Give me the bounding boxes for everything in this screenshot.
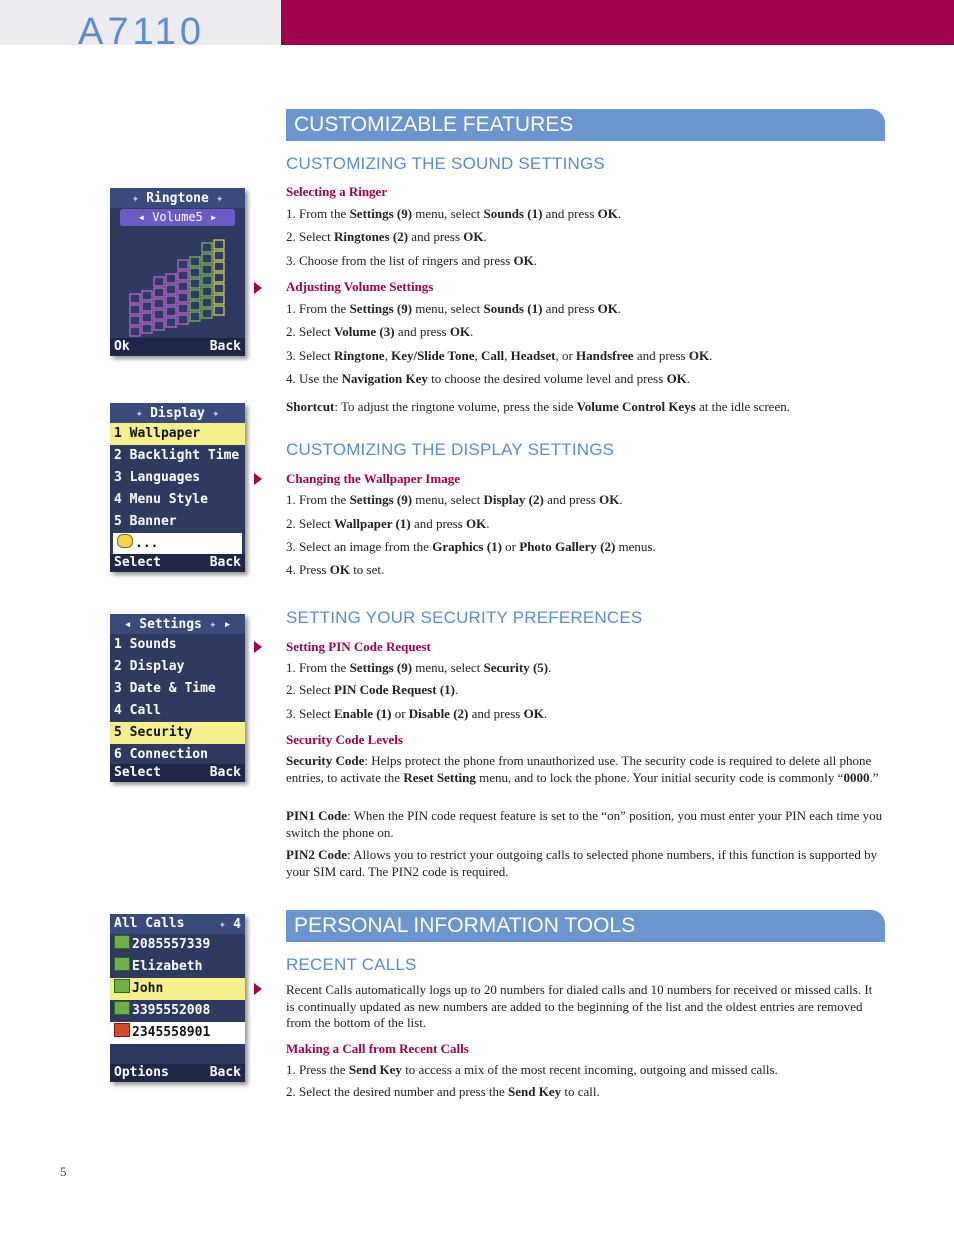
volume-cube [166,274,176,283]
volume-cube [214,295,224,304]
ringer-step: 1. From the Settings (9) menu, select Sounds (1) and press OK. [286,206,622,221]
star-icon: ✦ [135,406,151,420]
softkey-left[interactable]: Select [114,765,161,780]
menu-item[interactable]: 3 Languages [114,470,201,485]
softkey-left[interactable]: Select [114,555,161,570]
pointer-arrow-icon [254,473,262,485]
volume-cube [142,313,152,322]
pointer-arrow-icon [254,983,262,995]
screen-title: All Calls ✦ 4 [110,914,245,934]
pin2-text: PIN2 Code: Allows you to restrict your outgoing calls to selected phone numbers, if this function is supported by your SIM card. The PIN2 code is required. [286,847,878,879]
ringer-title: Selecting a Ringer [286,184,388,199]
display-step: 3. Select an image from the Graphics (1) or Photo Gallery (2) menus. [286,539,656,554]
shortcut-note: Shortcut: To adjust the ringtone volume, press the side Volume Control Keys at the idle screen. [286,399,790,414]
volume-cube [202,287,212,296]
display-step: 2. Select Wallpaper (1) and press OK. [286,516,490,531]
incoming-call-icon [114,957,130,971]
call-list-item[interactable]: 2085557339 [110,934,245,956]
phone-screen-settings [110,614,245,782]
menu-item[interactable]: 4 Call [114,703,161,718]
ringer-step: 3. Choose from the list of ringers and press OK. [286,253,537,268]
menu-item[interactable]: 1 Sounds [114,637,177,652]
menu-item[interactable]: 2 Backlight Time [114,448,240,463]
softkey-bar [110,338,245,356]
header-right-bar [281,0,954,45]
softkey-right[interactable]: Back [209,339,241,354]
volume-cube [154,299,164,308]
menu-item[interactable]: 5 Security [110,722,245,744]
making-title: Making a Call from Recent Calls [286,1041,469,1056]
volume-cube [178,293,188,302]
bulb-icon [117,534,133,548]
menu-item[interactable]: 2 Display [114,659,185,674]
page-number: 5 [60,1164,67,1179]
volume-selector: ◂ Volume5 ▸ [120,209,235,226]
levels-title: Security Code Levels [286,732,403,747]
model-title: A7110 [78,11,206,53]
wallpaper-title: Changing the Wallpaper Image [286,471,460,486]
banner-preview: ... [113,533,242,555]
recent-step: 1. Press the Send Key to access a mix of the most recent incoming, outgoing and missed calls. [286,1062,778,1077]
volume-step: 2. Select Volume (3) and press OK. [286,324,474,339]
softkey-left[interactable]: Ok [114,339,130,354]
softkey-left[interactable]: Options [114,1065,169,1080]
volume-cube [130,316,140,325]
phone-screen-calls [110,914,245,1082]
display-step: 1. From the Settings (9) menu, select Display (2) and press OK. [286,492,623,507]
volume-cube [142,302,152,311]
volume-cube [190,268,200,277]
display-heading: CUSTOMIZING THE DISPLAY SETTINGS [286,440,615,459]
softkey-right[interactable]: Back [209,1065,241,1080]
pin-title: Setting PIN Code Request [286,639,431,654]
volume-cube [130,305,140,314]
volume-cube [178,260,188,269]
volume-cube [178,315,188,324]
security-code-text: Security Code: Helps protect the phone from unauthorized use. The security code is required to delete all phone entries, to activate the Reset Setting menu, and to lock the phone. Your initial security code is commonly “0000.” [286,753,879,785]
volume-step: 1. From the Settings (9) menu, select Sounds (1) and press OK. [286,301,622,316]
volume-cube [130,327,140,336]
star-icon: ✦ [204,406,220,420]
outgoing-call-icon [114,979,130,993]
section-band-personal: PERSONAL INFORMATION TOOLS [286,910,885,942]
menu-item[interactable]: 5 Banner [114,514,177,529]
recent-heading: RECENT CALLS [286,955,417,974]
right-arrow-icon: ▸ [202,210,218,224]
volume-cube [166,318,176,327]
call-list-item[interactable]: Elizabeth [110,956,245,978]
star-icon: ✦ [201,617,224,631]
outgoing-call-icon [114,935,130,949]
volume-cube [166,285,176,294]
volume-cube [202,309,212,318]
recent-step: 2. Select the desired number and press the Send Key to call. [286,1084,600,1099]
volume-cube [202,243,212,252]
volume-cube [202,276,212,285]
left-arrow-icon: ◂ [137,210,153,224]
volume-title: Adjusting Volume Settings [286,279,434,294]
volume-cube [142,291,152,300]
volume-cube [190,301,200,310]
section-band-customizable: CUSTOMIZABLE FEATURES [286,109,885,141]
sound-heading: CUSTOMIZING THE SOUND SETTINGS [286,154,605,173]
star-icon: ✦ [131,191,147,205]
volume-cube-grid [130,240,224,336]
softkey-bar [110,554,245,572]
phone-screen-ringtone [110,188,245,356]
security-step: 3. Select Enable (1) or Disable (2) and press OK. [286,706,548,721]
call-list-item[interactable]: 2345558901 [110,1022,245,1044]
missed-call-icon [114,1001,130,1015]
volume-cube [154,321,164,330]
volume-cube [214,306,224,315]
pointer-arrow-icon [254,282,262,294]
volume-cube [178,304,188,313]
volume-cube [214,251,224,260]
softkey-right[interactable]: Back [209,765,241,780]
volume-cube [130,294,140,303]
softkey-right[interactable]: Back [209,555,241,570]
volume-cube [202,265,212,274]
star-icon: ✦ [208,191,224,205]
volume-cube [190,290,200,299]
pin1-text: PIN1 Code: When the PIN code request feature is set to the “on” position, you must enter your PIN each time you switch the phone on. [286,808,883,840]
menu-item[interactable]: 4 Menu Style [114,492,208,507]
screen-title: ✦ Display ✦ [110,403,245,423]
volume-cube [214,284,224,293]
right-arrow-icon: ▸ [223,617,232,632]
volume-cube [154,288,164,297]
volume-cube [214,262,224,271]
volume-cube [214,273,224,282]
volume-cube [154,310,164,319]
screen-title: ◂ Settings ✦ ▸ [110,614,245,634]
recent-intro: Recent Calls automatically logs up to 20 numbers for dialed calls and 10 numbers for received or missed calls. It is continually updated as new numbers are added to the beginning of the list and the oldest entries are removed from the bottom of the list. [286,982,873,1030]
call-list-item[interactable]: 3395552008 [110,1000,245,1022]
softkey-bar [110,764,245,782]
security-step: 2. Select PIN Code Request (1). [286,682,459,697]
volume-cube [142,324,152,333]
display-step: 4. Press OK to set. [286,562,385,577]
volume-bars [110,227,245,337]
phone-screen-display [110,403,245,572]
softkey-bar [110,1064,245,1082]
screen-title: ✦ Ringtone ✦ [110,188,245,208]
call-list-item[interactable]: John [110,978,245,1000]
menu-item[interactable]: 1 Wallpaper [110,423,245,445]
home-icon [114,1023,130,1037]
menu-item[interactable]: 3 Date & Time [114,681,216,696]
volume-cube [202,298,212,307]
volume-cube [190,312,200,321]
volume-step: 3. Select Ringtone, Key/Slide Tone, Call, Headset, or Handsfree and press OK. [286,348,713,363]
volume-step: 4. Use the Navigation Key to choose the desired volume level and press OK. [286,371,691,386]
ringer-step: 2. Select Ringtones (2) and press OK. [286,229,487,244]
volume-cube [166,296,176,305]
volume-cube [202,254,212,263]
security-heading: SETTING YOUR SECURITY PREFERENCES [286,608,643,627]
volume-cube [190,279,200,288]
volume-cube [166,307,176,316]
left-arrow-icon: ◂ [123,617,140,632]
security-step: 1. From the Settings (9) menu, select Security (5). [286,660,552,675]
volume-cube [214,240,224,249]
volume-cube [178,271,188,280]
menu-item[interactable]: 6 Connection [114,747,208,762]
volume-cube [154,277,164,286]
volume-cube [190,257,200,266]
volume-cube [178,282,188,291]
star-icon: ✦ [218,917,234,931]
pointer-arrow-icon [254,641,262,653]
